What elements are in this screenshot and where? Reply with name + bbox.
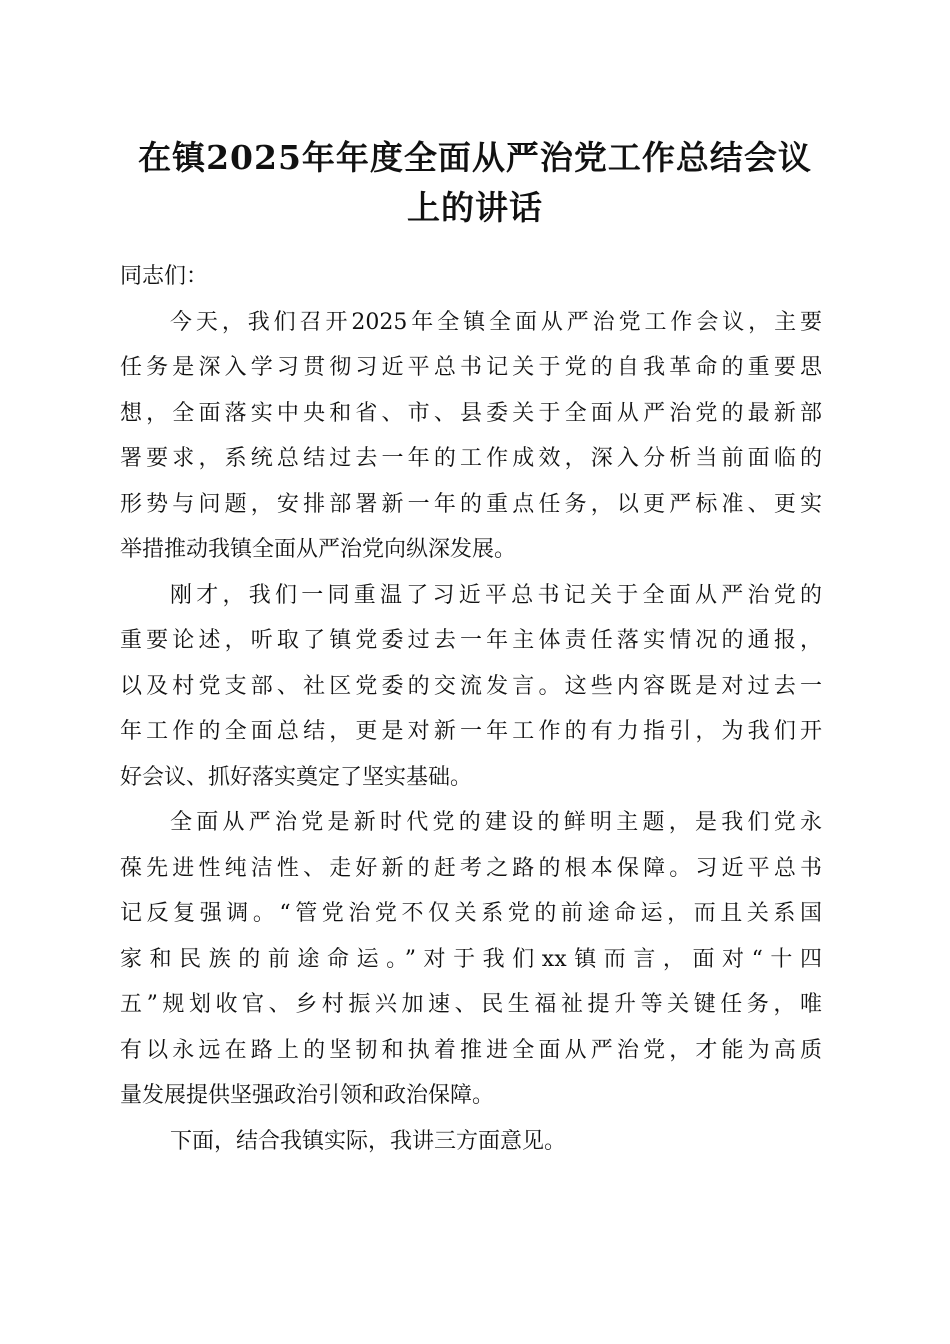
paragraph-line: 以及村党支部、社区党委的交流发言。这些内容既是对过去一	[120, 673, 822, 699]
document-body	[120, 254, 822, 1164]
paragraph-line: 下面，结合我镇实际，我讲三方面意见。	[170, 1128, 567, 1154]
paragraph-line: 年工作的全面总结，更是对新一年工作的有力指引，为我们开	[120, 719, 822, 744]
paragraph-line: 举措推动我镇全面从严治党向纵深发展。	[120, 537, 517, 562]
paragraph-line: 任务是深入学习贯彻习近平总书记关于党的自我革命的重要思	[120, 355, 822, 380]
paragraph-3	[120, 800, 822, 1119]
paragraph-line: 五”规划收官、乡村振兴加速、民生福祉提升等关键任务，唯	[120, 992, 822, 1017]
title-line-1: 在镇2025年年度全面从严治党工作总结会议	[138, 138, 812, 177]
paragraph-line: 有以永远在路上的坚韧和执着推进全面从严治党，才能为高质	[120, 1037, 822, 1063]
paragraph-2	[120, 573, 822, 801]
paragraph-line: 全面从严治党是新时代党的建设的鲜明主题，是我们党永	[170, 810, 822, 835]
paragraph-line: 今天，我们召开2025年全镇全面从严治党工作会议，主要	[170, 309, 822, 335]
paragraph-line: 刚才，我们一同重温了习近平总书记关于全面从严治党的	[170, 582, 822, 608]
salutation: 同志们：	[120, 264, 209, 289]
paragraph-line: 量发展提供坚强政治引领和政治保障。	[120, 1083, 495, 1108]
paragraph-4	[120, 1119, 822, 1165]
paragraph-line: 署要求，系统总结过去一年的工作成效，深入分析当前面临的	[120, 446, 822, 471]
paragraph-line: 葆先进性纯洁性、走好新的赶考之路的根本保障。习近平总书	[120, 855, 822, 881]
paragraph-line: 想，全面落实中央和省、市、县委关于全面从严治党的最新部	[120, 400, 822, 426]
paragraph-line: 家和民族的前途命运。”对于我们xx镇而言，面对“十四	[120, 946, 822, 972]
paragraph-line: 重要论述，听取了镇党委过去一年主体责任落实情况的通报，	[120, 628, 822, 653]
title-line-2: 上的讲话	[407, 188, 543, 227]
paragraph-line: 形势与问题，安排部署新一年的重点任务，以更严标准、更实	[120, 491, 822, 517]
paragraph-line: 记反复强调。“管党治党不仅关系党的前途命运，而且关系国	[120, 901, 822, 926]
paragraph-1	[120, 300, 822, 573]
document-title	[95, 133, 855, 233]
paragraph-line: 好会议、抓好落实奠定了坚实基础。	[120, 764, 473, 790]
